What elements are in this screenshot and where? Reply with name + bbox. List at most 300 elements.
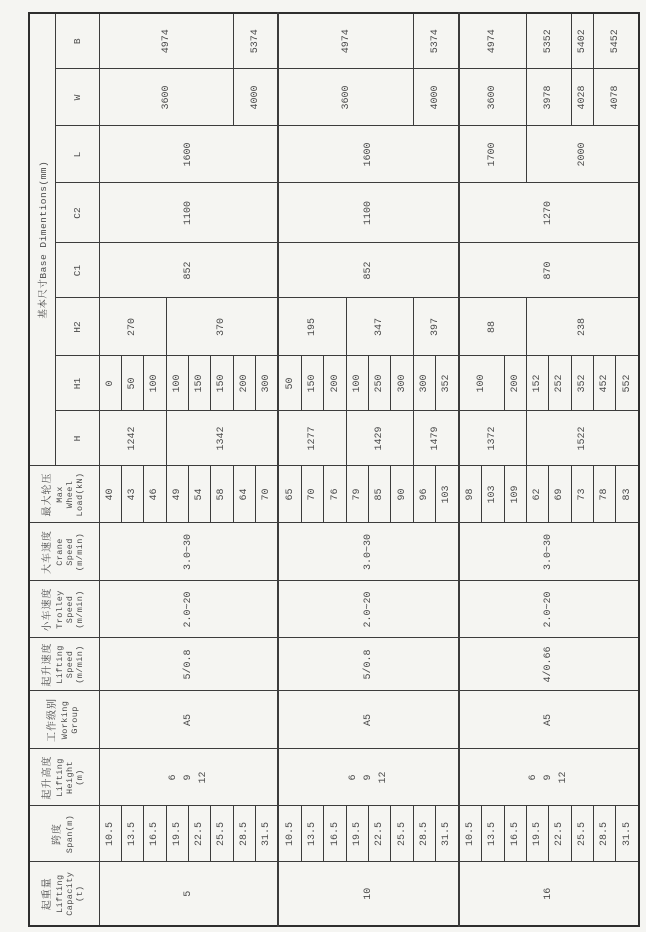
cell-value: 150 <box>216 374 228 393</box>
W-cell <box>413 69 458 126</box>
col-header-H1: H1 <box>55 356 99 411</box>
cell-value: 31.5 <box>621 822 633 847</box>
cell-value: 370 <box>216 318 228 337</box>
cell-value: 12 <box>378 771 390 784</box>
cell-value: 49 <box>171 488 183 501</box>
cell-value: 3600 <box>160 85 172 110</box>
cell-value: 5 <box>182 890 194 897</box>
span-cell <box>391 806 413 862</box>
cell-value: 64 <box>238 488 250 501</box>
lifting-speed-cell <box>99 638 278 691</box>
cell-value: 252 <box>554 374 566 393</box>
C2-cell <box>99 183 278 243</box>
height-cell <box>278 749 458 806</box>
cell-value: 352 <box>441 374 453 393</box>
H2-cell <box>99 298 166 356</box>
cell-value: 5402 <box>576 29 588 54</box>
cell-value: 1100 <box>363 201 375 226</box>
cell-value: 9 <box>363 774 375 781</box>
cell-value: 1270 <box>543 201 555 226</box>
cell-value: 150 <box>194 374 206 393</box>
col-header-working-group <box>29 691 99 749</box>
cell-value: 46 <box>149 488 161 501</box>
H2-cell <box>413 298 458 356</box>
cell-value: 22.5 <box>194 822 206 847</box>
H-cell <box>459 411 527 466</box>
col-header-lifting-capacity <box>29 862 99 926</box>
header-line: (m/min) <box>75 532 86 572</box>
cell-value: 50 <box>127 377 139 390</box>
wheel-load-cell <box>504 466 526 523</box>
wheel-load-cell <box>278 466 301 523</box>
cell-value: 10 <box>363 887 375 900</box>
cell-value: 40 <box>104 488 116 501</box>
cell-value: 200 <box>238 374 250 393</box>
H1-cell <box>324 356 346 411</box>
header-line: 起升高度 <box>43 755 55 800</box>
H1-cell <box>346 356 368 411</box>
cell-value: 300 <box>418 374 430 393</box>
cell-value: A5 <box>543 714 555 727</box>
col-header-lifting-speed <box>29 638 99 691</box>
wheel-load-cell <box>324 466 346 523</box>
H1-cell <box>593 356 615 411</box>
crane-speed-cell <box>99 523 278 581</box>
H1-cell <box>616 356 639 411</box>
cell-value: 4000 <box>250 85 261 110</box>
work-group-cell <box>459 691 639 749</box>
span-cell <box>616 806 639 862</box>
L-cell <box>526 126 639 183</box>
header-line: 小车速度 <box>43 587 55 632</box>
wheel-load-cell <box>482 466 504 523</box>
header-line: 最大轮压 <box>43 472 55 517</box>
crane-speed-cell <box>459 523 639 581</box>
H1-cell <box>302 356 324 411</box>
B-cell <box>278 13 413 69</box>
C1-cell <box>278 243 458 298</box>
cell-value: 13.5 <box>487 822 499 847</box>
span-cell <box>166 806 188 862</box>
cell-value: 103 <box>487 485 499 504</box>
table-body <box>99 13 639 926</box>
cell-value: 5374 <box>430 29 442 54</box>
B-cell <box>459 13 527 69</box>
B-cell <box>99 13 233 69</box>
H2-cell <box>278 298 346 356</box>
W-cell <box>99 69 233 126</box>
capacity-cell <box>99 862 278 926</box>
wheel-load-cell <box>436 466 459 523</box>
cell-value: 22.5 <box>554 822 566 847</box>
cell-value: 98 <box>464 488 476 501</box>
cell-value: 870 <box>543 261 555 280</box>
header-line: Lifting <box>55 874 66 914</box>
trolley-speed-cell <box>459 581 639 638</box>
col-header-H: H <box>55 411 99 466</box>
H1-cell <box>255 356 278 411</box>
cell-value: 5352 <box>543 29 555 54</box>
cell-value: 1342 <box>216 426 228 451</box>
cell-value: 76 <box>329 488 341 501</box>
cell-value: 270 <box>127 318 139 337</box>
H-cell <box>166 411 278 466</box>
header-line: 工作级别 <box>48 698 60 742</box>
B-cell <box>413 13 458 69</box>
col-header-trolley-speed <box>29 581 99 638</box>
cell-value: 1277 <box>307 426 319 451</box>
cell-value: 3.0~30 <box>363 534 375 571</box>
span-cell <box>144 806 166 862</box>
wheel-load-cell <box>166 466 188 523</box>
cell-value: 5452 <box>610 29 622 54</box>
cell-value: 10.5 <box>464 822 476 847</box>
cell-value: 200 <box>509 374 521 393</box>
cell-value: 25.5 <box>396 822 408 847</box>
wheel-load-cell <box>413 466 435 523</box>
cell-value: 1429 <box>374 426 386 451</box>
header-line: Lifting <box>55 758 66 797</box>
H1-cell <box>526 356 548 411</box>
cell-value: 19.5 <box>171 822 183 847</box>
col-header-H2: H2 <box>55 298 99 356</box>
cell-value: 4974 <box>340 29 352 54</box>
W-cell <box>278 69 413 126</box>
wheel-load-cell <box>526 466 548 523</box>
cell-value: 12 <box>197 771 209 784</box>
cell-value: 852 <box>363 261 375 280</box>
cell-value: 16.5 <box>329 822 341 847</box>
H1-cell <box>166 356 188 411</box>
header-line: Max <box>55 486 66 503</box>
W-cell <box>233 69 278 126</box>
span-cell <box>369 806 391 862</box>
crane-speed-cell <box>278 523 458 581</box>
W-cell <box>571 69 593 126</box>
cell-value: 3978 <box>543 85 555 110</box>
cell-value: 3600 <box>487 85 499 110</box>
cell-value: 58 <box>216 488 228 501</box>
cell-value: 300 <box>396 374 408 393</box>
wheel-load-cell <box>616 466 639 523</box>
cell-value: 250 <box>374 374 386 393</box>
header-row-1 <box>29 13 55 926</box>
cell-value: 1372 <box>487 426 499 451</box>
capacity-cell <box>278 862 458 926</box>
cell-value: 397 <box>430 318 442 337</box>
H1-cell <box>413 356 435 411</box>
L-cell <box>459 126 527 183</box>
col-header-max-wheel-load <box>29 466 99 523</box>
cell-value: 347 <box>374 318 386 337</box>
cell-value: 1522 <box>576 426 588 451</box>
header-line: Span(m) <box>65 814 76 854</box>
cell-value: 88 <box>487 321 499 334</box>
cell-value: 150 <box>307 374 319 393</box>
B-cell <box>593 13 639 69</box>
span-cell <box>211 806 233 862</box>
cell-value: 195 <box>307 318 319 337</box>
cell-value: 1600 <box>182 142 194 167</box>
wheel-load-cell <box>99 466 121 523</box>
col-header-span <box>29 806 99 862</box>
header-line: Wheel <box>65 480 76 509</box>
L-cell <box>278 126 458 183</box>
wheel-load-cell <box>302 466 324 523</box>
cell-value: 4/0.66 <box>543 646 555 683</box>
cell-value: 12 <box>558 771 570 784</box>
cell-value: A5 <box>363 714 375 727</box>
cell-value: 79 <box>351 488 363 501</box>
cell-value: 452 <box>599 374 611 393</box>
cell-value: 13.5 <box>307 822 319 847</box>
span-cell <box>504 806 526 862</box>
header-line: (t) <box>75 885 86 903</box>
H1-cell <box>99 356 121 411</box>
H-cell <box>526 411 639 466</box>
span-cell <box>233 806 255 862</box>
span-cell <box>121 806 143 862</box>
header-line: (m) <box>75 769 86 786</box>
cell-value: 152 <box>532 374 544 393</box>
wheel-load-cell <box>549 466 571 523</box>
cell-value: 5/0.8 <box>182 649 194 680</box>
C1-cell <box>99 243 278 298</box>
table-row <box>99 13 121 926</box>
lifting-speed-cell <box>459 638 639 691</box>
table-row <box>278 13 301 926</box>
C1-cell <box>459 243 639 298</box>
cell-value: 43 <box>127 488 139 501</box>
cell-value: 4974 <box>487 29 499 54</box>
cell-value: 28.5 <box>418 822 430 847</box>
wheel-load-cell <box>121 466 143 523</box>
B-cell <box>233 13 278 69</box>
cell-value: 3600 <box>340 85 352 110</box>
C2-cell <box>278 183 458 243</box>
header-line: 大车速度 <box>43 530 55 574</box>
cell-value: 6 <box>348 774 360 781</box>
cell-value: 19.5 <box>532 822 544 847</box>
cell-value: 25.5 <box>216 822 228 847</box>
cell-value: 2.0~20 <box>363 591 375 628</box>
cell-value: 0 <box>104 380 116 387</box>
wheel-load-cell <box>369 466 391 523</box>
crane-spec-table <box>28 12 640 927</box>
cell-value: 22.5 <box>374 822 386 847</box>
height-cell <box>459 749 639 806</box>
table-header <box>29 13 99 926</box>
H1-cell <box>459 356 504 411</box>
cell-value: 28.5 <box>238 822 250 847</box>
span-cell <box>459 806 482 862</box>
header-line: 起升速度 <box>43 642 55 687</box>
wheel-load-cell <box>188 466 210 523</box>
cell-value: 9 <box>182 774 194 781</box>
cell-value: 100 <box>171 374 183 393</box>
wheel-load-cell <box>593 466 615 523</box>
header-line: Speed <box>65 595 76 624</box>
W-cell <box>459 69 527 126</box>
cell-value: 4028 <box>576 85 588 110</box>
cell-value: 83 <box>621 488 633 501</box>
span-cell <box>571 806 593 862</box>
span-cell <box>413 806 435 862</box>
C2-cell <box>459 183 639 243</box>
col-header-lifting-height <box>29 749 99 806</box>
cell-value: 238 <box>576 318 588 337</box>
col-header-C1: C1 <box>55 243 99 298</box>
header-line: (m/min) <box>75 645 86 684</box>
span-cell <box>526 806 548 862</box>
header-line: Working <box>60 700 71 740</box>
cell-value: 16.5 <box>509 822 521 847</box>
base-dimensions-span-header: 基本尺寸Base Dimentions(mm) <box>29 13 55 466</box>
cell-value: 3.0~30 <box>182 534 194 571</box>
wheel-load-cell <box>211 466 233 523</box>
trolley-speed-cell <box>99 581 278 638</box>
work-group-cell <box>278 691 458 749</box>
header-line: Speed <box>65 650 76 679</box>
cell-value: 70 <box>307 488 319 501</box>
cell-value: 5/0.8 <box>363 649 375 680</box>
cell-value: 9 <box>543 774 555 781</box>
cell-value: 85 <box>374 488 386 501</box>
cell-value: 16 <box>543 887 555 900</box>
B-cell <box>571 13 593 69</box>
cell-value: 65 <box>284 488 296 501</box>
cell-value: 6 <box>167 774 179 781</box>
header-line: Load(kN) <box>75 472 86 517</box>
header-line: Height <box>65 761 76 795</box>
header-line: Trolley <box>55 590 66 629</box>
col-header-B: B <box>55 13 99 69</box>
col-header-W: W <box>55 69 99 126</box>
H-cell <box>346 411 413 466</box>
cell-value: A5 <box>182 714 194 727</box>
H1-cell <box>391 356 413 411</box>
cell-value: 100 <box>149 374 161 393</box>
cell-value: 13.5 <box>127 822 139 847</box>
H1-cell <box>188 356 210 411</box>
cell-value: 2.0~20 <box>543 591 555 628</box>
cell-value: 300 <box>261 374 273 393</box>
cell-value: 10.5 <box>104 822 116 847</box>
cell-value: 69 <box>554 488 566 501</box>
W-cell <box>593 69 639 126</box>
cell-value: 103 <box>441 485 453 504</box>
header-line: Capacity <box>65 871 76 916</box>
H1-cell <box>504 356 526 411</box>
cell-value: 4974 <box>160 29 172 54</box>
H1-cell <box>278 356 301 411</box>
cell-value: 31.5 <box>261 822 273 847</box>
span-cell <box>302 806 324 862</box>
span-cell <box>278 806 301 862</box>
B-cell <box>526 13 571 69</box>
cell-value: 1700 <box>487 142 499 167</box>
cell-value: 3.0~30 <box>543 534 555 571</box>
H1-cell <box>233 356 255 411</box>
cell-value: 70 <box>261 488 273 501</box>
cell-value: 96 <box>418 488 430 501</box>
cell-value: 1600 <box>363 142 375 167</box>
H2-cell <box>526 298 639 356</box>
table-row <box>459 13 482 926</box>
cell-value: 19.5 <box>351 822 363 847</box>
H2-cell <box>459 298 527 356</box>
cell-value: 5374 <box>250 29 261 54</box>
cell-value: 31.5 <box>441 822 453 847</box>
cell-value: 6 <box>528 774 540 781</box>
cell-value: 2000 <box>576 142 588 167</box>
H-cell <box>413 411 458 466</box>
header-line: (m/min) <box>75 590 86 629</box>
cell-value: 100 <box>476 374 488 393</box>
cell-value: 90 <box>396 488 408 501</box>
wheel-load-cell <box>391 466 413 523</box>
wheel-load-cell <box>346 466 368 523</box>
cell-value: 62 <box>532 488 544 501</box>
cell-value: 16.5 <box>149 822 161 847</box>
span-cell <box>99 806 121 862</box>
cell-value: 1100 <box>182 201 194 226</box>
cell-value: 73 <box>576 488 588 501</box>
cell-value: 352 <box>576 374 588 393</box>
cell-value: 4078 <box>610 85 622 110</box>
wheel-load-cell <box>144 466 166 523</box>
header-line: 跨度 <box>53 823 65 845</box>
cell-value: 10.5 <box>284 822 296 847</box>
H1-cell <box>211 356 233 411</box>
H1-cell <box>144 356 166 411</box>
H1-cell <box>549 356 571 411</box>
H-cell <box>278 411 346 466</box>
rotated-table-wrapper <box>28 13 640 927</box>
span-cell <box>346 806 368 862</box>
cell-value: 50 <box>284 377 296 390</box>
span-cell <box>255 806 278 862</box>
cell-value: 2.0~20 <box>182 591 194 628</box>
header-line: 起重量 <box>43 877 55 911</box>
cell-value: 25.5 <box>576 822 588 847</box>
cell-value: 109 <box>509 485 521 504</box>
H1-cell <box>369 356 391 411</box>
col-header-crane-speed <box>29 523 99 581</box>
cell-value: 28.5 <box>599 822 611 847</box>
span-cell <box>482 806 504 862</box>
H1-cell <box>121 356 143 411</box>
col-header-L: L <box>55 126 99 183</box>
wheel-load-cell <box>255 466 278 523</box>
header-line: Crane <box>55 538 66 566</box>
header-line: Lifting <box>55 645 66 684</box>
cell-value: 54 <box>194 488 206 501</box>
cell-value: 100 <box>351 374 363 393</box>
span-cell <box>188 806 210 862</box>
W-cell <box>526 69 571 126</box>
span-cell <box>593 806 615 862</box>
cell-value: 552 <box>621 374 633 393</box>
work-group-cell <box>99 691 278 749</box>
span-cell <box>436 806 459 862</box>
trolley-speed-cell <box>278 581 458 638</box>
H-cell <box>99 411 166 466</box>
header-line: Speed <box>65 538 76 566</box>
wheel-load-cell <box>233 466 255 523</box>
wheel-load-cell <box>459 466 482 523</box>
H2-cell <box>166 298 278 356</box>
